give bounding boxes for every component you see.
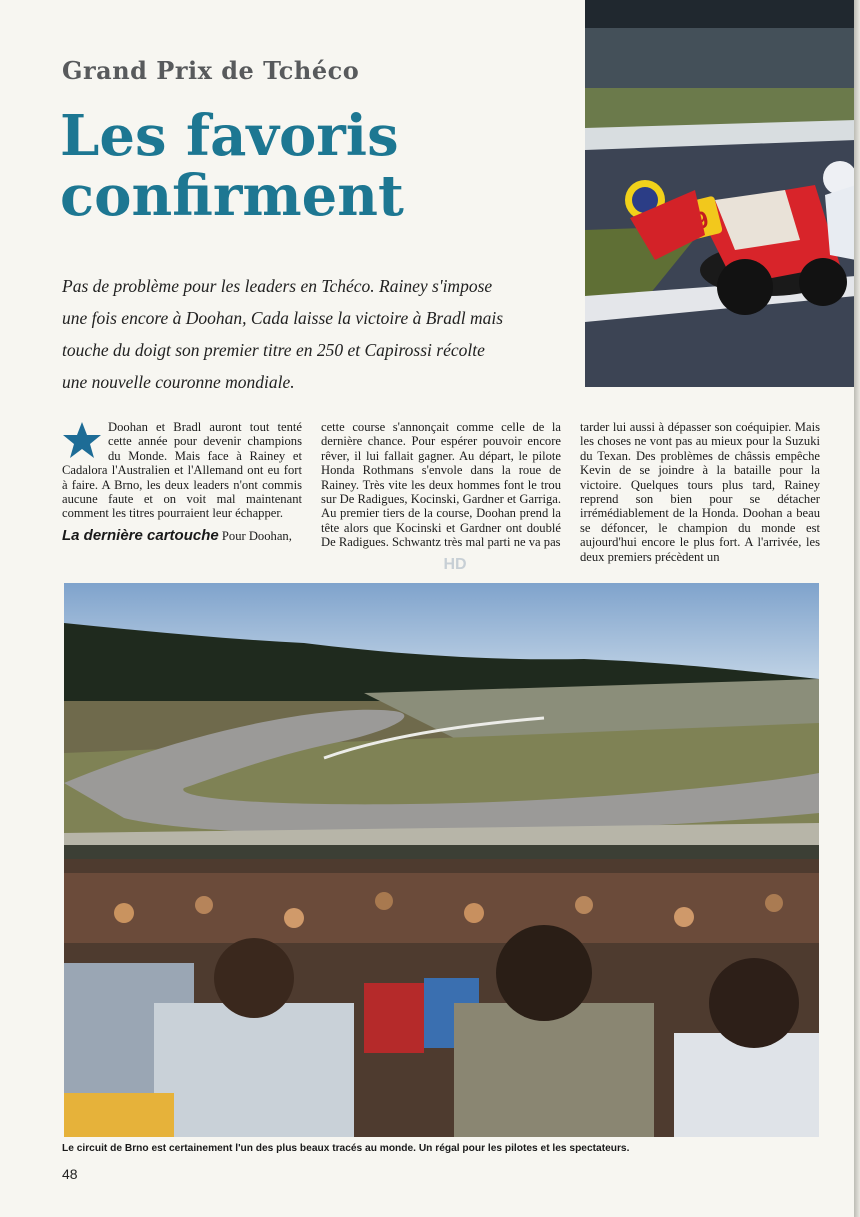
column-1 <box>62 420 302 572</box>
motorcycle-photo-art <box>585 0 856 387</box>
photo-caption: Le circuit de Brno est certainement l'un des plus beaux tracés au monde. Un régal pour les pilotes et les spectateurs. <box>62 1143 630 1154</box>
headline <box>60 103 560 229</box>
star-icon <box>62 420 102 460</box>
page-edge <box>854 0 860 1217</box>
column-3 <box>580 420 820 572</box>
column-1-continuation: Pour Doohan, <box>221 528 292 543</box>
motorcycle-photo <box>585 0 856 387</box>
lead-paragraph: Pas de problème pour les leaders en Tchéco. Rainey s'impose une fois encore à Doohan, Cada laisse la victoire à Bradl mais touche du doigt son premier titre en 250 et Capirossi récolte une nouvelle couronne mondiale. <box>62 276 504 392</box>
column-2-text: cette course s'annonçait comme celle de la dernière chance. Pour espérer pouvoir encore rêver, il lui fallait gagner. Au départ, le pilote Honda Rothmans s'envole dans la roue de Rainey. Très vite les deux hommes font le trou sur De Radigues, Kocinski, Gardner et Garriga. Au premier tiers de la course, Doohan prend la tête alors que Kocinski et Gardner ont doublé De Radigues. Schwantz très mal parti ne va pas <box>321 420 561 550</box>
column-1-text: Doohan et Bradl auront tout tenté cette année pour devenir champions du Monde. Mais face à Rainey et Cadalora l'Australien et l'Allemand ont eu fort à faire. A Brno, les deux leaders n'ont commis aucune faute et on voit mal maintenant comment les titres pourraient leur échapper. <box>62 420 302 521</box>
kicker-title: Grand Prix de Tchéco <box>62 56 360 85</box>
column-1-subhead-paragraph <box>62 526 302 544</box>
circuit-photo <box>64 583 819 1137</box>
column-3-text: tarder lui aussi à dépasser son coéquipier. Mais les choses ne vont pas au mieux pour la Suzuki du Texan. Des problèmes de châssis empêche Kevin de se joindre à la bataille pour la victoire. Quelques tours plus tard, Rainey reprend son bien pour se détacher irrémédiablement de la Honda. Doohan a beau se défoncer, le champion du monde est aujourd'hui encore le plus fort. A l'arrivée, les deux premiers précèdent un <box>580 420 820 564</box>
headline-line-2: confirment <box>60 163 404 229</box>
watermark: HD <box>443 556 467 573</box>
subhead: La dernière cartouche <box>62 526 219 544</box>
page-number: 48 <box>62 1166 78 1182</box>
column-2 <box>321 420 561 572</box>
circuit-photo-art <box>64 583 819 1137</box>
body-columns <box>62 420 820 572</box>
headline-line-1: Les favoris <box>60 103 399 169</box>
